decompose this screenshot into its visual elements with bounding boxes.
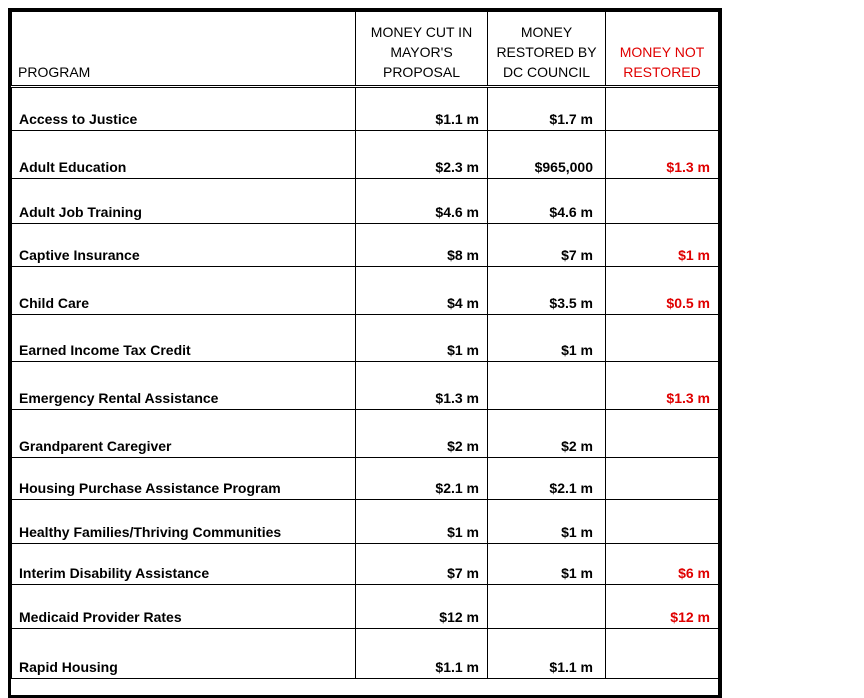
money-restored-cell: $2 m <box>488 410 606 458</box>
money-restored-cell: $4.6 m <box>488 179 606 224</box>
table-body <box>12 87 719 679</box>
table-row <box>12 224 719 267</box>
table-row <box>12 87 719 131</box>
header-money-not-restored-line: RESTORED <box>623 64 701 80</box>
header-money-restored <box>488 12 606 87</box>
money-restored-cell <box>488 585 606 629</box>
money-not-restored-cell <box>606 87 719 131</box>
program-cell: Captive Insurance <box>12 224 356 267</box>
table-row <box>12 585 719 629</box>
money-restored-cell: $1 m <box>488 500 606 544</box>
money-restored-cell <box>488 362 606 410</box>
table-row <box>12 629 719 679</box>
money-not-restored-cell: $1 m <box>606 224 719 267</box>
program-cell: Grandparent Caregiver <box>12 410 356 458</box>
program-cell: Earned Income Tax Credit <box>12 315 356 362</box>
header-money-cut-line: MAYOR'S <box>390 44 453 60</box>
table-row <box>12 410 719 458</box>
header-money-cut-line: PROPOSAL <box>382 64 461 80</box>
money-not-restored-cell <box>606 500 719 544</box>
money-not-restored-cell <box>606 315 719 362</box>
budget-table <box>11 11 719 679</box>
money-cut-cell: $1 m <box>356 500 488 544</box>
money-restored-cell: $2.1 m <box>488 458 606 500</box>
money-not-restored-cell: $0.5 m <box>606 267 719 315</box>
budget-table-sheet <box>8 8 722 698</box>
table-row <box>12 267 719 315</box>
money-cut-cell: $1.1 m <box>356 87 488 131</box>
money-cut-cell: $1 m <box>356 315 488 362</box>
program-cell: Medicaid Provider Rates <box>12 585 356 629</box>
money-restored-cell: $965,000 <box>488 131 606 179</box>
program-cell: Housing Purchase Assistance Program <box>12 458 356 500</box>
header-money-restored-line: RESTORED BY <box>496 44 597 60</box>
program-cell: Interim Disability Assistance <box>12 544 356 585</box>
table-row <box>12 500 719 544</box>
program-cell: Healthy Families/Thriving Communities <box>12 500 356 544</box>
header-money-not-restored <box>606 12 719 87</box>
money-restored-cell: $1 m <box>488 544 606 585</box>
money-cut-cell: $4.6 m <box>356 179 488 224</box>
table-row <box>12 179 719 224</box>
money-restored-cell: $7 m <box>488 224 606 267</box>
money-cut-cell: $7 m <box>356 544 488 585</box>
money-not-restored-cell: $1.3 m <box>606 131 719 179</box>
program-cell: Rapid Housing <box>12 629 356 679</box>
header-money-restored-line: MONEY <box>520 24 573 40</box>
money-cut-cell: $1.3 m <box>356 362 488 410</box>
money-not-restored-cell <box>606 179 719 224</box>
money-restored-cell: $3.5 m <box>488 267 606 315</box>
table-row <box>12 315 719 362</box>
money-cut-cell: $2.3 m <box>356 131 488 179</box>
header-money-cut-line: MONEY CUT IN <box>370 24 473 40</box>
table-row <box>12 458 719 500</box>
money-not-restored-cell: $12 m <box>606 585 719 629</box>
header-money-cut <box>356 12 488 87</box>
header-row <box>12 12 719 87</box>
money-not-restored-cell <box>606 410 719 458</box>
table-row <box>12 131 719 179</box>
money-restored-cell: $1 m <box>488 315 606 362</box>
header-program: PROGRAM <box>12 12 356 87</box>
money-cut-cell: $1.1 m <box>356 629 488 679</box>
money-cut-cell: $8 m <box>356 224 488 267</box>
money-cut-cell: $2 m <box>356 410 488 458</box>
money-cut-cell: $4 m <box>356 267 488 315</box>
program-cell: Adult Job Training <box>12 179 356 224</box>
header-money-restored-line: DC COUNCIL <box>502 64 591 80</box>
money-restored-cell: $1.7 m <box>488 87 606 131</box>
program-cell: Access to Justice <box>12 87 356 131</box>
program-cell: Adult Education <box>12 131 356 179</box>
program-cell: Child Care <box>12 267 356 315</box>
program-cell: Emergency Rental Assistance <box>12 362 356 410</box>
money-not-restored-cell: $6 m <box>606 544 719 585</box>
money-cut-cell: $12 m <box>356 585 488 629</box>
table-row <box>12 544 719 585</box>
money-not-restored-cell <box>606 629 719 679</box>
money-not-restored-cell <box>606 458 719 500</box>
header-money-not-restored-line: MONEY NOT <box>619 44 705 60</box>
table-row <box>12 362 719 410</box>
money-cut-cell: $2.1 m <box>356 458 488 500</box>
money-not-restored-cell: $1.3 m <box>606 362 719 410</box>
money-restored-cell: $1.1 m <box>488 629 606 679</box>
